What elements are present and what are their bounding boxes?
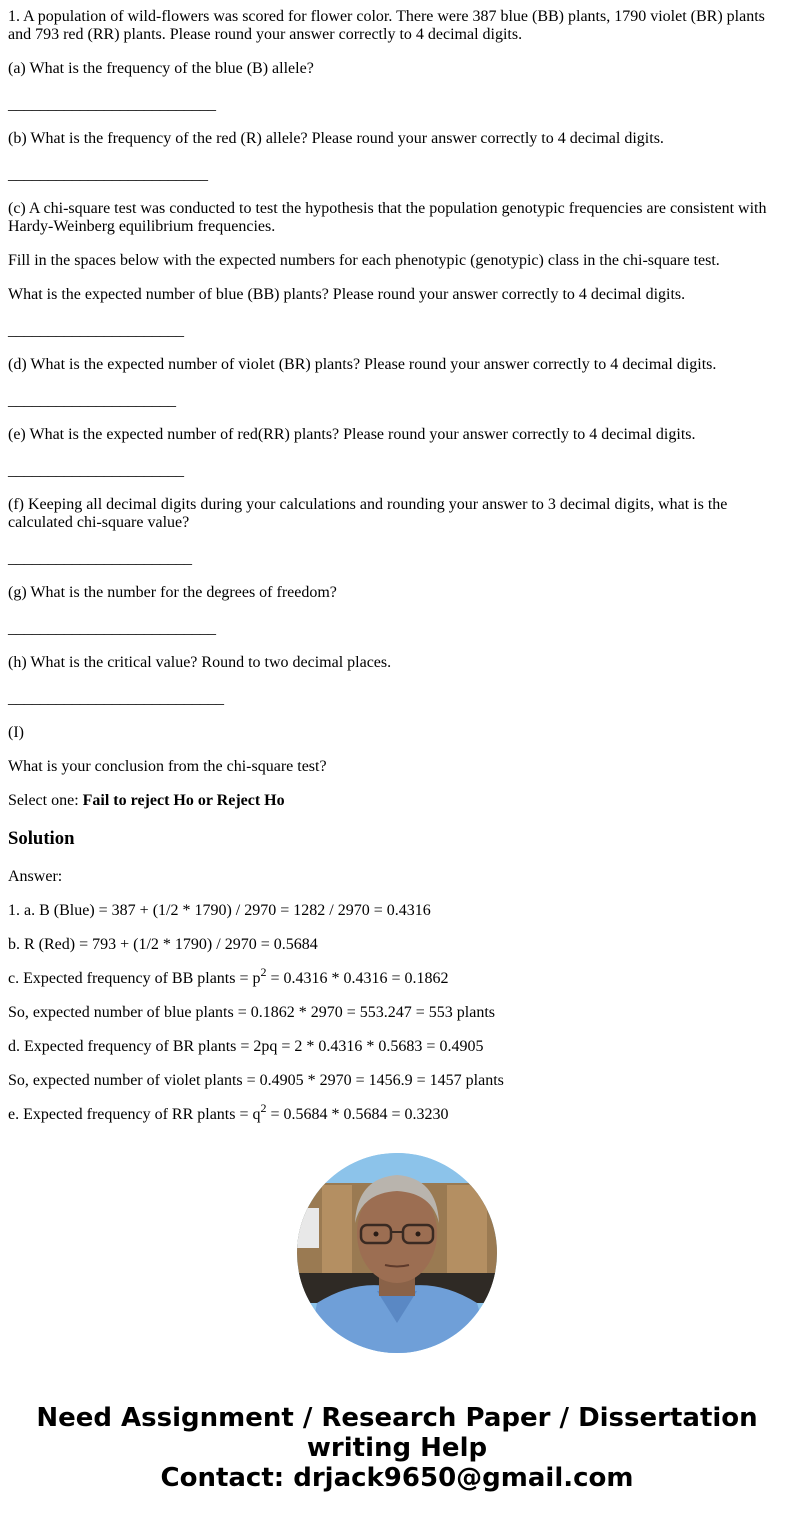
solution-line-c2: So, expected number of blue plants = 0.1862 * 2970 = 553.247 = 553 plants <box>8 1004 496 1021</box>
select-one-line <box>8 792 786 810</box>
answer-blank-a: __________________________ <box>8 96 216 113</box>
solution-line-b: b. R (Red) = 793 + (1/2 * 1790) / 2970 = 0.5684 <box>8 936 318 953</box>
question-b: (b) What is the frequency of the red (R) allele? Please round your answer correctly to 4 decimal digits. <box>8 130 664 147</box>
answer-blank-b: _________________________ <box>8 166 208 183</box>
solution-line-c-text: c. Expected frequency of BB plants = p <box>8 970 261 987</box>
solution-heading: Solution <box>8 828 75 849</box>
solution-line-d: d. Expected frequency of BR plants = 2pq = 2 * 0.4316 * 0.5683 = 0.4905 <box>8 1038 484 1055</box>
answer-blank-d: _____________________ <box>8 392 176 409</box>
question-c: (c) A chi-square test was conducted to test the hypothesis that the population genotypic frequencies are consistent with Hardy-Weinberg equilibrium frequencies. <box>8 200 767 235</box>
answer-blank-f: _______________________ <box>8 550 192 567</box>
answer-blank-c: ______________________ <box>8 322 184 339</box>
question-c-instructions: Fill in the spaces below with the expected numbers for each phenotypic (genotypic) class in the chi-square test. <box>8 252 720 269</box>
superscript: 2 <box>260 1100 267 1115</box>
promo-banner <box>0 1403 794 1493</box>
solution-line-e <box>8 1100 786 1124</box>
author-avatar <box>297 1153 497 1353</box>
question-c-bb: What is the expected number of blue (BB) plants? Please round your answer correctly to 4 decimal digits. <box>8 286 686 303</box>
question-i: What is your conclusion from the chi-square test? <box>8 758 327 775</box>
select-prefix: Select one: <box>8 792 83 809</box>
question-g: (g) What is the number for the degrees of freedom? <box>8 584 337 601</box>
question-e: (e) What is the expected number of red(RR) plants? Please round your answer correctly to 4 decimal digits. <box>8 426 696 443</box>
question-intro: 1. A population of wild-flowers was scored for flower color. There were 387 blue (BB) plants, 1790 violet (BR) plants and 793 red (RR) plants. Please round your answer correctly to 4 decimal digits. <box>8 8 765 43</box>
question-d: (d) What is the expected number of violet (BR) plants? Please round your answer correctly to 4 decimal digits. <box>8 356 717 373</box>
question-a: (a) What is the frequency of the blue (B) allele? <box>8 60 314 77</box>
author-photo-container <box>0 1153 794 1353</box>
solution-line-c <box>8 964 786 988</box>
superscript: 2 <box>260 964 267 979</box>
solution-line-a: 1. a. B (Blue) = 387 + (1/2 * 1790) / 2970 = 1282 / 2970 = 0.4316 <box>8 902 431 919</box>
answer-label: Answer: <box>8 868 63 885</box>
solution-line-e-text: e. Expected frequency of RR plants = q <box>8 1106 261 1123</box>
solution-line-c-result: = 0.4316 * 0.4316 = 0.1862 <box>266 970 449 987</box>
promo-line-1: Need Assignment / Research Paper / Dissertation <box>36 1403 758 1433</box>
solution-line-e-result: = 0.5684 * 0.5684 = 0.3230 <box>266 1106 449 1123</box>
question-h: (h) What is the critical value? Round to two decimal places. <box>8 654 392 671</box>
answer-blank-e: ______________________ <box>8 462 184 479</box>
solution-line-d2: So, expected number of violet plants = 0.4905 * 2970 = 1456.9 = 1457 plants <box>8 1072 504 1089</box>
portrait-icon <box>297 1153 497 1353</box>
select-options: Fail to reject Ho or Reject Ho <box>82 792 285 809</box>
promo-line-2: writing Help <box>306 1433 488 1463</box>
answer-blank-h: ___________________________ <box>8 690 224 707</box>
promo-contact: Contact: drjack9650@gmail.com <box>160 1463 634 1493</box>
answer-blank-g: __________________________ <box>8 620 216 637</box>
question-f: (f) Keeping all decimal digits during your calculations and rounding your answer to 3 decimal digits, what is the calculated chi-square value? <box>8 496 728 531</box>
question-i-label: (I) <box>8 724 24 741</box>
